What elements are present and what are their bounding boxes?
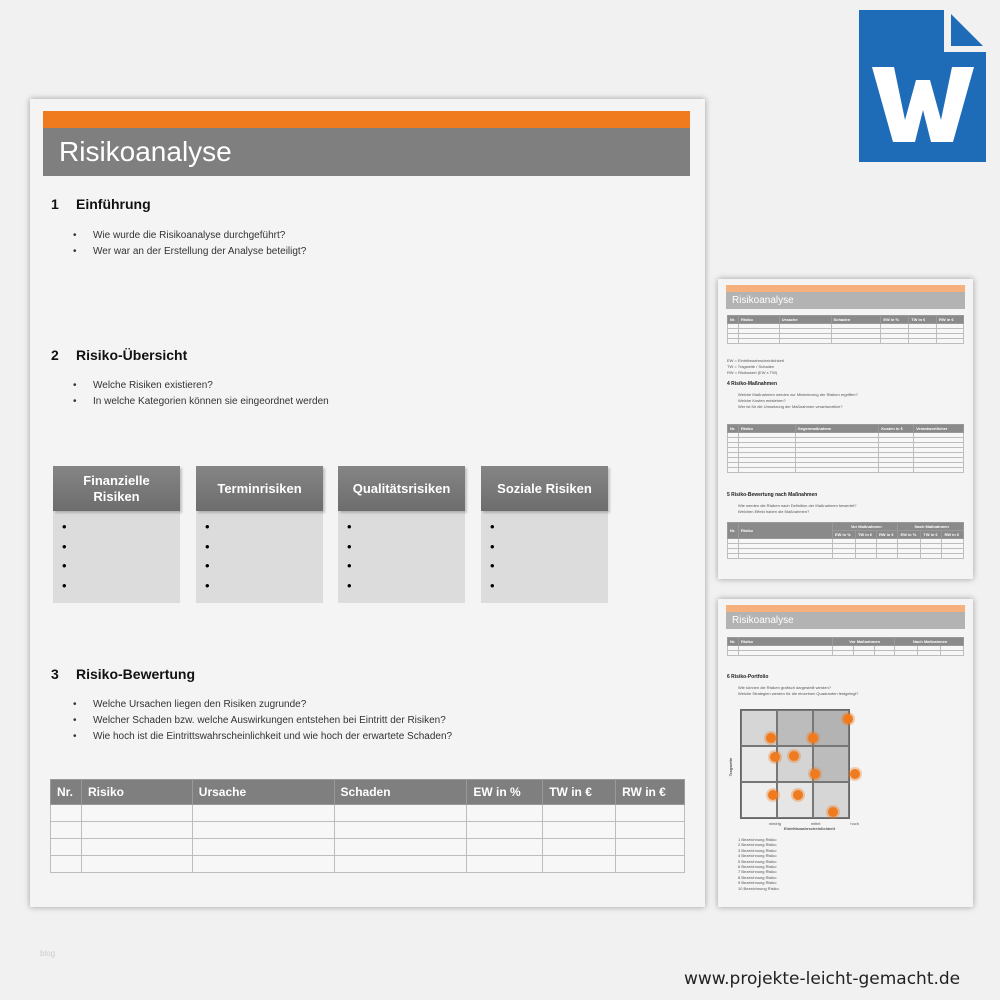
word-document-icon bbox=[859, 10, 986, 162]
risk-dot bbox=[808, 733, 818, 743]
risk-category-cards bbox=[53, 466, 613, 603]
category-title: Finanzielle Risiken bbox=[53, 466, 180, 511]
bullet-item: • In welche Kategorien können sie eingeordnet werden bbox=[73, 394, 329, 410]
risk-dot bbox=[810, 769, 820, 779]
table-row bbox=[51, 856, 685, 873]
category-card-quality bbox=[338, 466, 465, 603]
category-bullets: • • • • bbox=[205, 519, 210, 593]
category-bullets: • • • • bbox=[490, 519, 495, 593]
main-document-page bbox=[30, 99, 705, 958]
measures-table: Nr. Risiko Gegenmaßnahme Kosten in € Verantwortlicher bbox=[727, 424, 964, 473]
y-axis-label: Tragweite bbox=[728, 757, 734, 777]
column-header-schaden: Schaden bbox=[334, 780, 467, 805]
bullet-item: • Wie hoch ist die Eintrittswahrscheinlichkeit und wie hoch der erwartete Schaden? bbox=[73, 729, 452, 745]
table-row bbox=[51, 822, 685, 839]
risk-dot bbox=[768, 790, 778, 800]
column-header-rw: RW in € bbox=[616, 780, 685, 805]
section-1-bullets bbox=[73, 228, 306, 260]
watermark-text: blog bbox=[40, 949, 56, 958]
bullet-item: • Welcher Schaden bzw. welche Auswirkungen entstehen bei Eintritt der Risiken? bbox=[73, 713, 452, 729]
section-heading-1: 1 Einführung bbox=[51, 196, 151, 212]
column-header-ursache: Ursache bbox=[192, 780, 334, 805]
category-card-financial bbox=[53, 466, 180, 603]
risk-dot bbox=[793, 790, 803, 800]
section-heading-5: 5 Risiko-Bewertung nach Maßnahmen bbox=[727, 492, 818, 498]
column-header-tw: TW in € bbox=[543, 780, 616, 805]
table-row bbox=[51, 805, 685, 822]
bullet-item: • Wie wurde die Risikoanalyse durchgeführt? bbox=[73, 228, 306, 244]
section-2-bullets bbox=[73, 378, 329, 410]
section-heading-3: 3 Risiko-Bewertung bbox=[51, 666, 196, 682]
thumbnail-page-2[interactable] bbox=[718, 279, 973, 579]
x-axis-ticks: niedrig mittel hoch bbox=[768, 821, 860, 826]
bullet-item: • Welche Ursachen liegen den Risiken zugrunde? bbox=[73, 697, 452, 713]
thumbnail-page-3[interactable] bbox=[718, 599, 973, 907]
orange-accent-bar bbox=[43, 111, 690, 128]
category-title: Terminrisiken bbox=[196, 466, 323, 511]
section-heading-2: 2 Risiko-Übersicht bbox=[51, 347, 188, 363]
column-header-risiko: Risiko bbox=[81, 780, 192, 805]
column-header-nr: Nr. bbox=[51, 780, 82, 805]
table-row bbox=[51, 839, 685, 856]
section-heading-6: 6 Risiko-Portfolio bbox=[727, 674, 769, 680]
category-card-social bbox=[481, 466, 608, 603]
document-title: Risikoanalyse bbox=[43, 128, 690, 176]
risk-dot bbox=[843, 714, 853, 724]
category-bullets: • • • • bbox=[347, 519, 352, 593]
category-title: Soziale Risiken bbox=[481, 466, 608, 511]
section-5-bullets: Wie werden die Risiken nach Definition der Maßnahmen bewertet? Welchen Effekt haben die Maßnahmen? bbox=[738, 503, 857, 514]
column-header-ew: EW in % bbox=[467, 780, 543, 805]
risk-evaluation-table bbox=[50, 779, 685, 873]
risk-dot bbox=[766, 733, 776, 743]
risk-dot bbox=[828, 807, 838, 817]
section-heading-4: 4 Risiko-Maßnahmen bbox=[727, 381, 778, 387]
category-card-schedule bbox=[196, 466, 323, 603]
bullet-item: • Wer war an der Erstellung der Analyse beteiligt? bbox=[73, 244, 306, 260]
orange-accent-bar bbox=[726, 285, 965, 292]
thumbnail-title: Risikoanalyse bbox=[726, 612, 965, 629]
risk-dot bbox=[789, 751, 799, 761]
risk-dot bbox=[770, 752, 780, 762]
bullet-item: • Welche Risiken existieren? bbox=[73, 378, 329, 394]
post-measures-table: Nr. Risiko Vor Maßnahmen Nach Maßnahmen EW in % TW in € RW in € EW in % TW in € RW in € bbox=[727, 522, 964, 559]
title-band bbox=[43, 111, 690, 176]
table-header-row bbox=[51, 780, 685, 805]
abbreviation-legend: EW = Eintrittswahrscheinlichkeit TW = Tragweite / Schaden RW = Risikowert (EW x TW) bbox=[727, 358, 784, 375]
x-axis-label: Eintrittswahrscheinlichkeit bbox=[784, 826, 835, 831]
risk-legend-list: 1 Bezeichnung Risiko 2 Bezeichnung Risiko 3 Bezeichnung Risiko 4 Bezeichnung Risiko 5 Bezeichnung Risiko 6 Bezeichnung Risiko 7 Bezeichnung Risiko 8 Bezeichnung Risiko 9 Bezeichnung Risiko 10 Bezeichnung Risiko bbox=[738, 837, 779, 891]
category-bullets: • • • • bbox=[62, 519, 67, 593]
thumbnail-title: Risikoanalyse bbox=[726, 292, 965, 309]
website-url[interactable]: www.projekte-leicht-gemacht.de bbox=[684, 969, 961, 989]
section-3-bullets bbox=[73, 697, 452, 745]
post-measures-table-continued: Nr. Risiko Vor Maßnahmen Nach Maßnahmen bbox=[727, 637, 964, 656]
section-6-bullets: Wie können die Risiken grafisch dargestellt werden? Welche Strategien werden für die einzelnen Quadranten festgelegt? bbox=[738, 685, 859, 696]
category-title: Qualitätsrisiken bbox=[338, 466, 465, 511]
thumbnail-risk-table: Nr. Risiko Ursache Schaden EW in % TW in € RW in € bbox=[727, 315, 964, 344]
section-4-bullets: Welche Maßnahmen werden zur Minimierung der Risiken ergriffen? Welche Kosten entstehen? Wer ist für die Umsetzung der Maßnahmen verantwortlich? bbox=[738, 392, 858, 409]
risk-dot bbox=[850, 769, 860, 779]
